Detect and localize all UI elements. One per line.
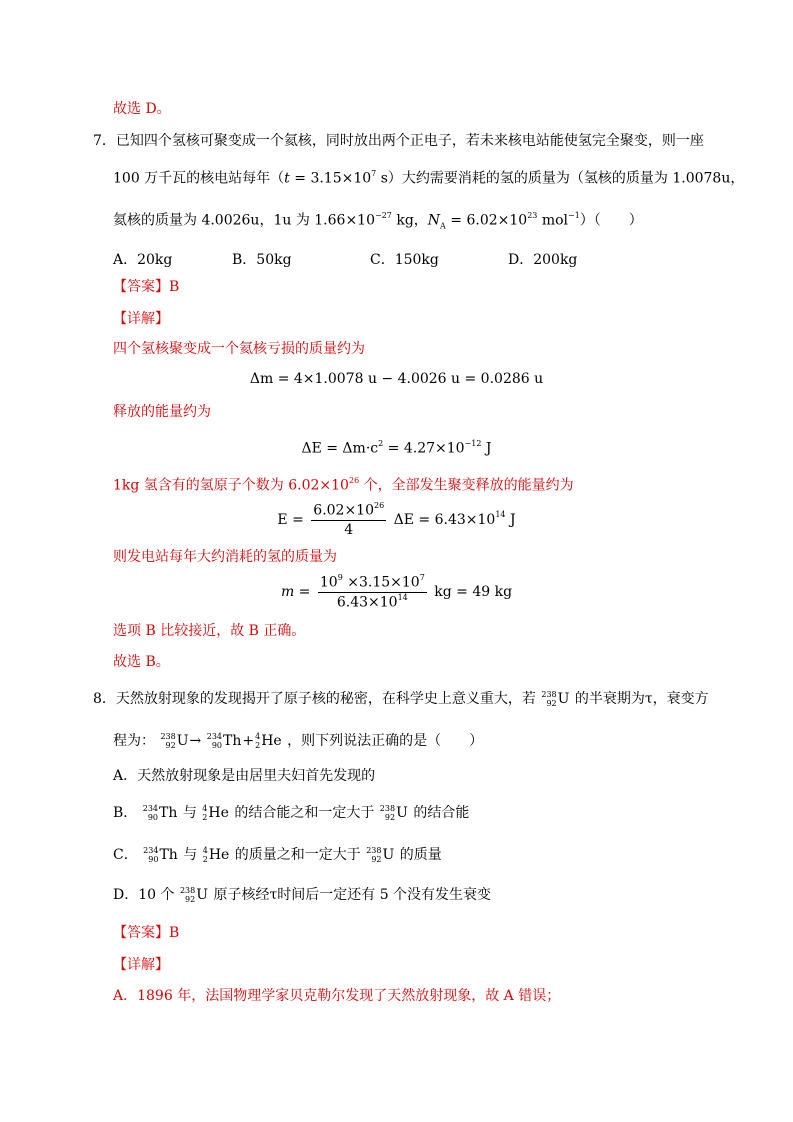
arrow-icon: →	[189, 733, 202, 749]
q7-option-a: A．20kg	[113, 252, 173, 268]
q7-line2: 100 万千瓦的核电站每年（$t = 3.15\times 10^7$ s）大约需要消耗的氢的质量为（氢核的质量为 1.0078u，	[113, 169, 745, 187]
nuclide-he4: 4 2 He	[255, 732, 282, 750]
nuclide-th234: 234 90 Th	[142, 804, 178, 822]
nuclide-u238: 238 92 U	[366, 846, 395, 864]
q7-line1: 7．已知四个氢核可聚变成一个氦核，同时放出两个正电子，若未来核电站能使氢完全聚变，则一座	[93, 133, 704, 149]
q7-equation-hydrogen-mass: m = $\frac{10^9 \times 3.15\times 10^7}{6.43\times 10^{14}}$ kg = 49 kg	[280, 573, 513, 611]
nuclide-u238: 238 92 U	[160, 732, 189, 750]
q7-number: 7．	[93, 133, 116, 149]
nuclide-he4: 4 2 He	[202, 804, 229, 822]
nuclide-u238: 238 92 U	[541, 690, 570, 708]
q7-answer: 【答案】B	[113, 279, 180, 295]
q7-line3: 氦核的质量为 4.0026u，1u 为 $1.66\times 10^{-27}$ kg，$N_A = 6.02\times 10^{23}$ mol$^{-1}$）（ ）	[113, 211, 643, 231]
q7-step2-text: 释放的能量约为	[113, 404, 211, 420]
q7-step4-text: 则发电站每年大约消耗的氢的质量为	[113, 549, 337, 565]
q7-eq3-fraction: $\frac{6.02\times 10^{26}}{4}$	[313, 501, 385, 538]
q8-option-c: C． 234 90 Th 与 4 2 He 的质量之和一定大于 238 92 U 的质量	[113, 846, 442, 864]
q8-option-b: B． 234 90 Th 与 4 2 He 的结合能之和一定大于 238 92 U 的结合能	[113, 804, 470, 822]
q7-equation-mass-defect: Δm = 4×1.0078 u − 4.0026 u = 0.0286 u	[249, 371, 544, 387]
q7-step5-text: 选项 B 比较接近，故 B 正确。	[113, 623, 306, 639]
q8-number: 8．	[93, 691, 116, 707]
q8-detail-heading: 【详解】	[113, 957, 169, 973]
q7-detail-heading: 【详解】	[113, 311, 169, 327]
nuclide-u238: 238 92 U	[379, 804, 408, 822]
q8-answer: 【答案】B	[113, 925, 180, 941]
nuclide-he4: 4 2 He	[202, 846, 230, 864]
q7-option-d: D．200kg	[508, 252, 578, 268]
q7-step1-text: 四个氢核聚变成一个氦核亏损的质量约为	[113, 341, 365, 357]
q7-equation-total-energy: E = $\frac{6.02\times 10^{26}}{4}$ $\Delta E = 6.43\times 10^{14}$ J	[277, 501, 516, 538]
q8-step1-text: A．1896 年，法国物理学家贝克勒尔发现了天然放射现象，故 A 错误；	[113, 988, 561, 1004]
nuclide-th234: 234 90 Th	[143, 846, 178, 864]
q8-option-a: A．天然放射现象是由居里夫妇首先发现的	[113, 768, 376, 784]
prev-conclusion: 故选 D。	[113, 101, 171, 117]
q7-option-c: C．150kg	[370, 252, 439, 268]
q7-equation-energy: $\Delta E = \Delta m\cdot c^2 = 4.27\times 10^{-12}$ J	[301, 439, 492, 457]
q8-line2-decay-equation: 程为： 238 92 U → 234 90 Th + 4 2 He ，则下列说法正确的是（ ）	[113, 732, 484, 750]
nuclide-th234: 234 90 Th	[206, 732, 242, 750]
q7-option-b: B．50kg	[232, 252, 292, 268]
q7-conclusion: 故选 B。	[113, 654, 170, 670]
nuclide-u238: 238 92 U	[179, 886, 209, 904]
q7-step3-text: 1kg 氢含有的氢原子个数为 $6.02\times 10^{26}$ 个，全部发生聚变释放的能量约为	[113, 476, 574, 494]
q7-eq4-fraction: $\frac{10^9 \times 3.15\times 10^7}{6.43\times 10^{14}}$	[319, 573, 425, 611]
q8-option-d: D．10 个 238 92 U 原子核经τ时间后一定还有 5 个没有发生衰变	[113, 886, 492, 904]
q8-line1: 8．天然放射现象的发现揭开了原子核的秘密，在科学史上意义重大，若 238 92 U 的半衰期为τ，衰变方	[93, 690, 709, 708]
